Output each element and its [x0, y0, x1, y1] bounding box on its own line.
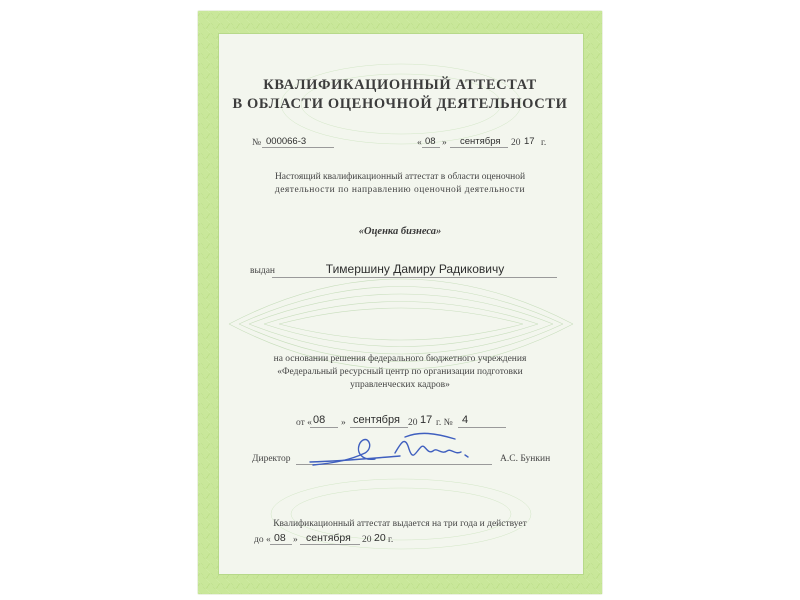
certificate-number: 000066-3 [266, 136, 307, 147]
date-open-quote: « [417, 138, 422, 148]
basis-line3: управленческих кадров» [350, 380, 450, 390]
director-label: Директор [252, 454, 291, 464]
date-g: г. [541, 138, 547, 148]
intro-line2: деятельности по направлению оценочной деятельности [274, 185, 526, 195]
date-month: сентября [460, 136, 501, 147]
guilloche-rosette [219, 34, 583, 574]
issued-label: выдан [250, 266, 276, 276]
valid-year-suffix: 20 [374, 532, 386, 544]
holder-name: Тимершину Дамиру Радиковичу [325, 262, 505, 276]
certificate-title-line1: КВАЛИФИКАЦИОННЫЙ АТТЕСТАТ [263, 77, 537, 93]
number-underline [262, 147, 334, 148]
valid-day: 08 [274, 532, 286, 544]
validity-line: Квалификационный аттестат выдается на три года и действует [273, 519, 527, 529]
valid-month-underline [300, 544, 360, 545]
valid-until-label: до « [254, 535, 271, 545]
decision-g-number: г. № [436, 418, 453, 428]
decision-year-suffix: 17 [420, 414, 433, 426]
basis-line2: «Федеральный ресурсный центр по организации подготовки [277, 367, 523, 377]
decision-from: от « [296, 418, 312, 428]
decision-day: 08 [313, 414, 326, 426]
certificate-title-line2: В ОБЛАСТИ ОЦЕНОЧНОЙ ДЕЯТЕЛЬНОСТИ [232, 96, 568, 112]
intro-line1: Настоящий квалификационный аттестат в области оценочной [274, 172, 526, 182]
date-year-prefix: 20 [511, 138, 521, 148]
date-month-underline [450, 147, 508, 148]
valid-day-underline [270, 544, 292, 545]
decision-month: сентября [353, 414, 400, 426]
holder-name-underline [272, 277, 557, 278]
date-close-quote: » [442, 138, 447, 148]
decision-year-prefix: 20 [408, 418, 418, 428]
director-signature [305, 425, 485, 475]
director-name: А.С. Бункин [500, 454, 551, 464]
decision-quote-close: » [341, 418, 346, 428]
date-year-suffix: 17 [524, 136, 535, 147]
assessment-direction: «Оценка бизнеса» [358, 226, 442, 237]
basis-line1: на основании решения федерального бюджетного учреждения [273, 354, 527, 364]
certificate-body [218, 33, 584, 575]
valid-month: сентября [306, 532, 351, 544]
decision-number: 4 [462, 414, 469, 426]
valid-quote-close: » [293, 535, 298, 545]
date-day-underline [422, 147, 440, 148]
valid-g: г. [388, 535, 394, 545]
number-label: № [252, 138, 262, 148]
valid-year-prefix: 20 [362, 535, 372, 545]
date-day: 08 [425, 136, 436, 147]
